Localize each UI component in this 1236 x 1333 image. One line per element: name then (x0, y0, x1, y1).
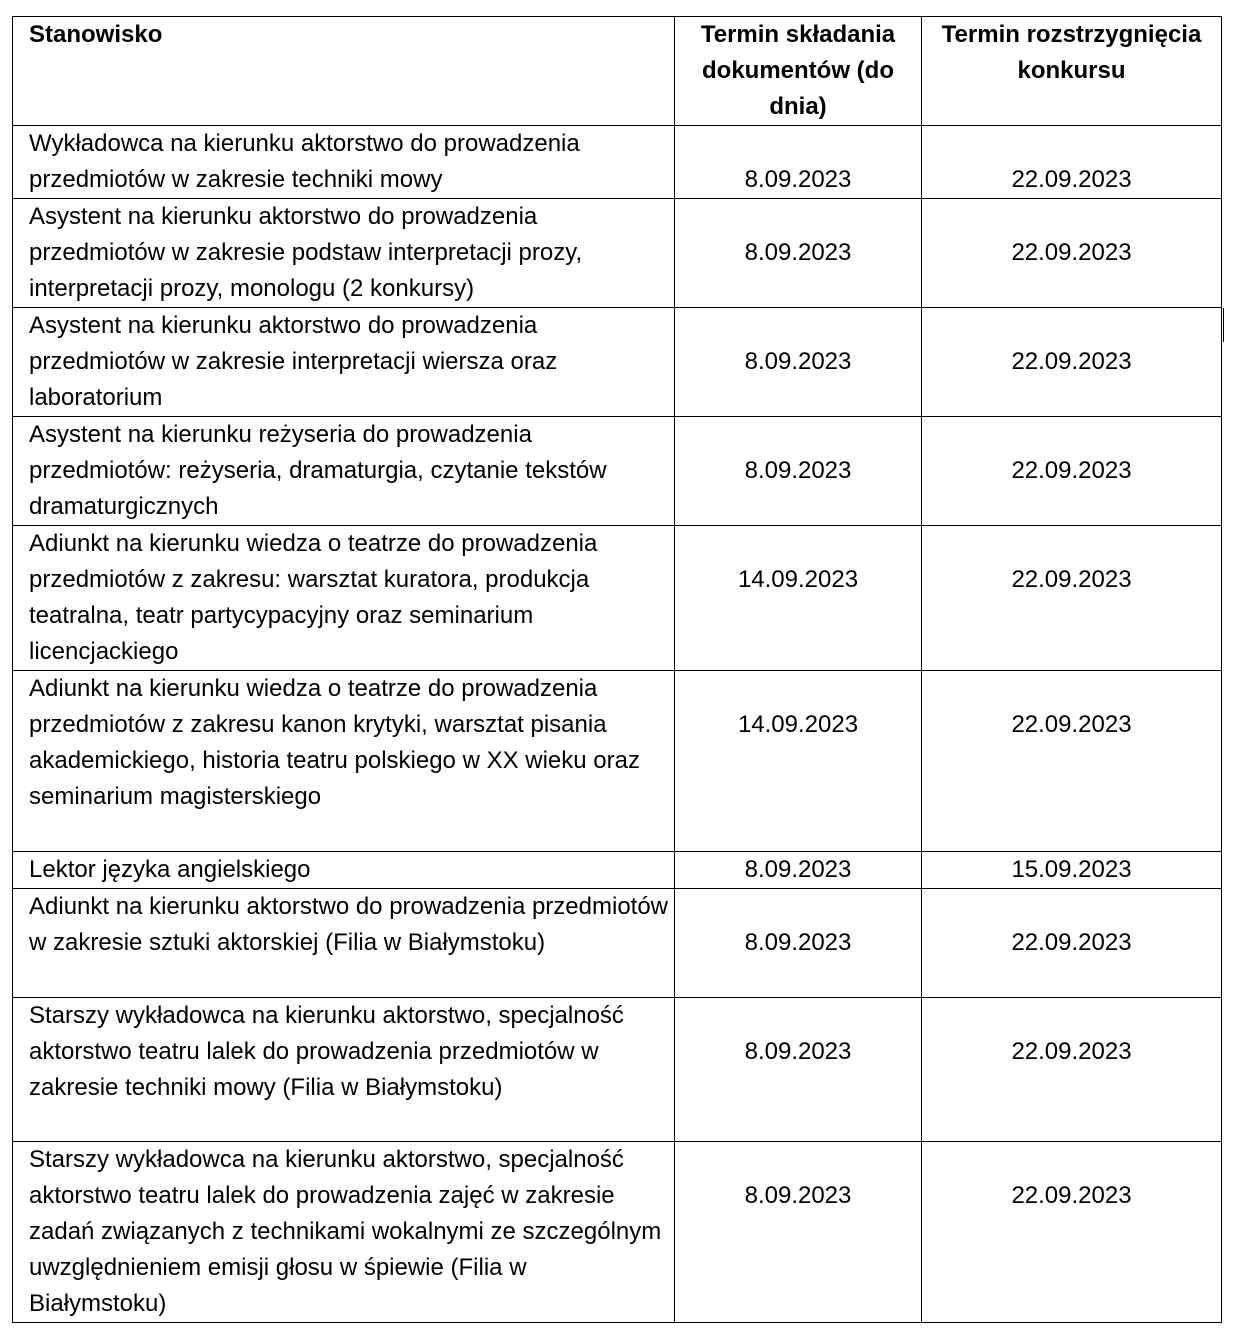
cell-position: Asystent na kierunku aktorstwo do prowadzenia przedmiotów w zakresie interpretacji wiersza oraz laboratorium (13, 308, 675, 417)
cell-resolution: 22.09.2023 (922, 889, 1222, 998)
cell-deadline: 8.09.2023 (675, 998, 922, 1142)
table-row (13, 1142, 1222, 1323)
header-row (13, 17, 1222, 126)
table-row (13, 852, 1222, 889)
positions-table (12, 16, 1222, 1323)
cell-resolution: 15.09.2023 (922, 852, 1222, 889)
cell-deadline: 8.09.2023 (675, 199, 922, 308)
cell-resolution: 22.09.2023 (922, 308, 1222, 417)
table-row (13, 889, 1222, 998)
cell-position: Asystent na kierunku aktorstwo do prowadzenia przedmiotów w zakresie podstaw interpretacji prozy, interpretacji prozy, monologu (2 konkursy) (13, 199, 675, 308)
cell-deadline: 8.09.2023 (675, 126, 922, 199)
table-row (13, 417, 1222, 526)
cell-resolution: 22.09.2023 (922, 199, 1222, 308)
cell-deadline: 14.09.2023 (675, 526, 922, 671)
table-row (13, 308, 1222, 417)
cell-position: Lektor języka angielskiego (13, 852, 675, 889)
cell-resolution: 22.09.2023 (922, 526, 1222, 671)
cell-position: Asystent na kierunku reżyseria do prowadzenia przedmiotów: reżyseria, dramaturgia, czytanie tekstów dramaturgicznych (13, 417, 675, 526)
cell-resolution: 22.09.2023 (922, 1142, 1222, 1323)
cell-resolution: 22.09.2023 (922, 998, 1222, 1142)
table-row (13, 998, 1222, 1142)
header-resolution: Termin rozstrzygnięcia konkursu (922, 17, 1222, 126)
cell-deadline: 8.09.2023 (675, 417, 922, 526)
cell-position: Starszy wykładowca na kierunku aktorstwo, specjalność aktorstwo teatru lalek do prowadzenia przedmiotów w zakresie techniki mowy (Filia w Białymstoku) (13, 998, 675, 1142)
cell-deadline: 14.09.2023 (675, 671, 922, 852)
table-row (13, 526, 1222, 671)
cell-position: Adiunkt na kierunku aktorstwo do prowadzenia przedmiotów w zakresie sztuki aktorskiej (Filia w Białymstoku) (13, 889, 675, 998)
cell-resolution: 22.09.2023 (922, 417, 1222, 526)
cell-position: Adiunkt na kierunku wiedza o teatrze do prowadzenia przedmiotów z zakresu kanon krytyki, warsztat pisania akademickiego, historia teatru polskiego w XX wieku oraz seminarium magisterskiego (13, 671, 675, 852)
header-deadline: Termin składania dokumentów (do dnia) (675, 17, 922, 126)
cell-position: Starszy wykładowca na kierunku aktorstwo, specjalność aktorstwo teatru lalek do prowadzenia zajęć w zakresie zadań związanych z technikami wokalnymi ze szczególnym uwzględnieniem emisji głosu w śpiewie (Filia w Białymstoku) (13, 1142, 675, 1323)
cell-position: Wykładowca na kierunku aktorstwo do prowadzenia przedmiotów w zakresie techniki mowy (13, 126, 675, 199)
cell-deadline: 8.09.2023 (675, 308, 922, 417)
cell-deadline: 8.09.2023 (675, 1142, 922, 1323)
header-position: Stanowisko (13, 17, 675, 126)
cell-resolution: 22.09.2023 (922, 126, 1222, 199)
cell-deadline: 8.09.2023 (675, 889, 922, 998)
table-row (13, 671, 1222, 852)
cell-position: Adiunkt na kierunku wiedza o teatrze do prowadzenia przedmiotów z zakresu: warsztat kuratora, produkcja teatralna, teatr partycypacyjny oraz seminarium licencjackiego (13, 526, 675, 671)
table-row (13, 199, 1222, 308)
cell-resolution: 22.09.2023 (922, 671, 1222, 852)
cell-deadline: 8.09.2023 (675, 852, 922, 889)
table-row (13, 126, 1222, 199)
text-cursor-mark (1223, 308, 1224, 342)
